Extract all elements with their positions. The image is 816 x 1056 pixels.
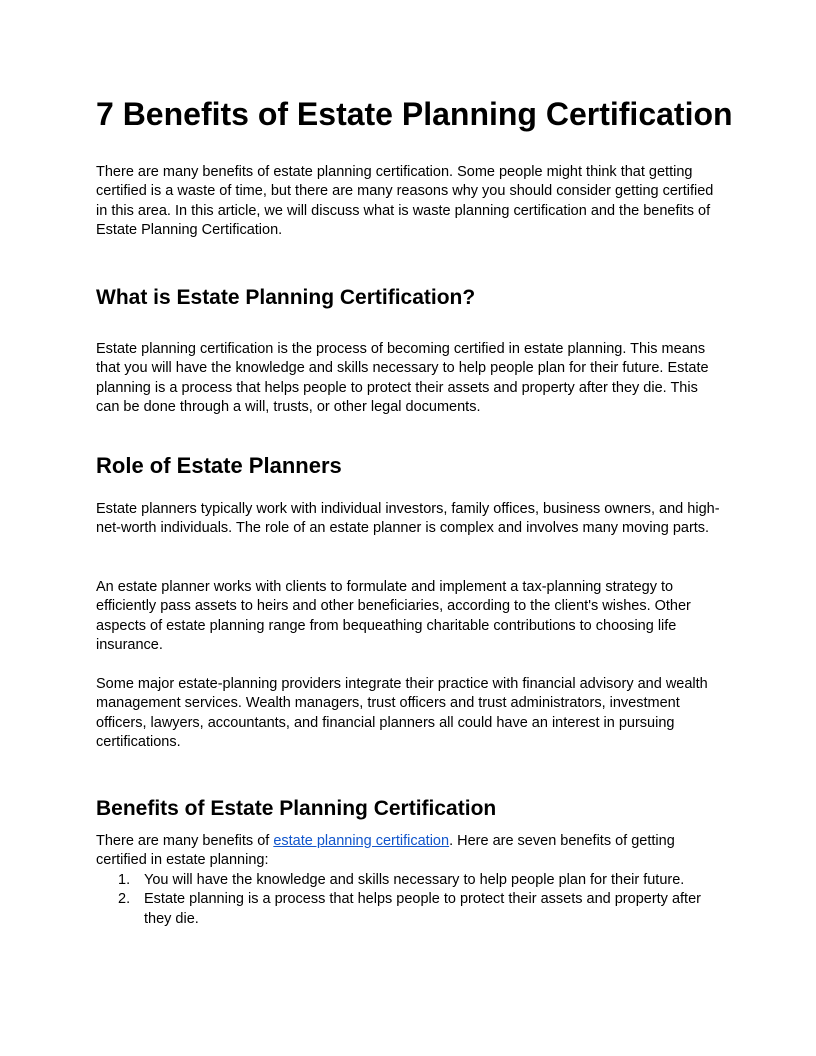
- benefits-list: [96, 871, 720, 929]
- list-item: [96, 890, 720, 929]
- document-title: 7 Benefits of Estate Planning Certification: [96, 96, 733, 132]
- role-paragraph-3: Some major estate-planning providers integrate their practice with financial advisory and wealth management services. Wealth managers, trust officers and trust administrators, investment officers, lawyers, accountants, and financial planners all could have an interest in pursuing certifications.: [96, 676, 708, 751]
- role-paragraph-1: Estate planners typically work with individual investors, family offices, business owners, and high-net-worth individuals. The role of an estate planner is complex and involves many moving parts.: [96, 501, 720, 537]
- estate-planning-certification-link[interactable]: estate planning certification: [273, 833, 450, 849]
- section-heading-what-is: What is Estate Planning Certification?: [96, 286, 476, 309]
- list-item-text: Estate planning is a process that helps people to protect their assets and property after they die.: [144, 891, 701, 927]
- list-item-number: 1.: [118, 872, 131, 888]
- benefits-intro-paragraph: [96, 832, 720, 871]
- benefits-intro-text-after: . Here are seven benefits of getting certified in estate planning:: [96, 833, 675, 869]
- section-heading-benefits: Benefits of Estate Planning Certification: [96, 797, 497, 820]
- list-item: [96, 871, 720, 890]
- list-item-text: You will have the knowledge and skills necessary to help people plan for their future.: [144, 872, 685, 888]
- section-what-is-paragraph: Estate planning certification is the process of becoming certified in estate planning. This means that you will have the knowledge and skills necessary to help people plan for their future. Estate planning is a process that helps people to protect their assets and property after they die. This can be done through a will, trusts, or other legal documents.: [96, 341, 709, 416]
- intro-paragraph: There are many benefits of estate planning certification. Some people might think that getting certified is a waste of time, but there are many reasons why you should consider getting certified in this area. In this article, we will discuss what is waste planning certification and the benefits of Estate Planning Certification.: [96, 164, 714, 239]
- section-heading-role: Role of Estate Planners: [96, 453, 342, 478]
- role-paragraph-2: An estate planner works with clients to formulate and implement a tax-planning strategy to efficiently pass assets to heirs and other beneficiaries, according to the client's wishes. Other aspects of estate planning range from bequeathing charitable contributions to choosing life insurance.: [96, 579, 691, 654]
- list-item-number: 2.: [118, 891, 131, 908]
- benefits-intro-text-before: There are many benefits of: [96, 833, 274, 849]
